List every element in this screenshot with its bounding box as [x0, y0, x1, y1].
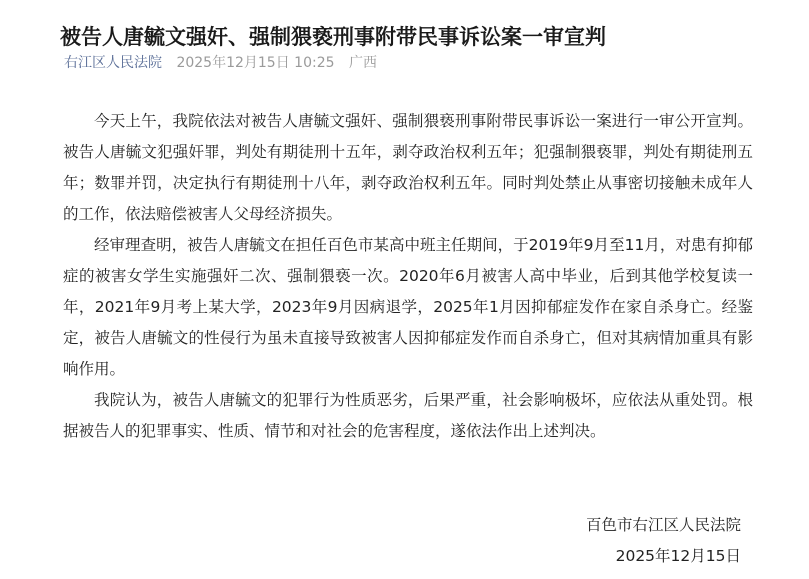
- article-meta: [64, 53, 377, 73]
- paragraph-opinion: 我院认为，被告人唐毓文的犯罪行为性质恶劣，后果严重，社会影响极坏，应依法从重处罚。根据被告人的犯罪事实、性质、情节和对社会的危害程度，遂依法作出上述判决。: [63, 391, 753, 440]
- article-body: [63, 106, 753, 447]
- publish-date: 2025年12月15日 10:25: [176, 55, 335, 71]
- source-link[interactable]: 右江区人民法院: [64, 55, 162, 71]
- signature-date: 2025年12月15日: [615, 547, 741, 565]
- signature-court: 百色市右江区人民法院: [585, 516, 741, 534]
- publish-location: 广西: [348, 55, 377, 71]
- article-title: 被告人唐毓文强奸、强制猥亵刑事附带民事诉讼案一审宣判: [60, 25, 606, 50]
- signature-block: [586, 510, 741, 572]
- paragraph-facts: 经审理查明，被告人唐毓文在担任百色市某高中班主任期间，于2019年9月至11月，对患有抑郁症的被害女学生实施强奸二次、强制猥亵一次。2020年6月被害人高中毕业，后到其他学校复读一年，2021年9月考上某大学，2023年9月因病退学，2025年1月因抑郁症发作在家自杀身亡。经鉴定，被告人唐毓文的性侵行为虽未直接导致被害人因抑郁症发作而自杀身亡，但对其病情加重具有影响作用。: [63, 236, 753, 378]
- paragraph-verdict: 今天上午，我院依法对被告人唐毓文强奸、强制猥亵刑事附带民事诉讼一案进行一审公开宣判。被告人唐毓文犯强奸罪，判处有期徒刑十五年，剥夺政治权利五年；犯强制猥亵罪，判处有期徒刑五年；数罪并罚，决定执行有期徒刑十八年，剥夺政治权利五年。同时判处禁止从事密切接触未成年人的工作，依法赔偿被害人父母经济损失。: [63, 112, 753, 223]
